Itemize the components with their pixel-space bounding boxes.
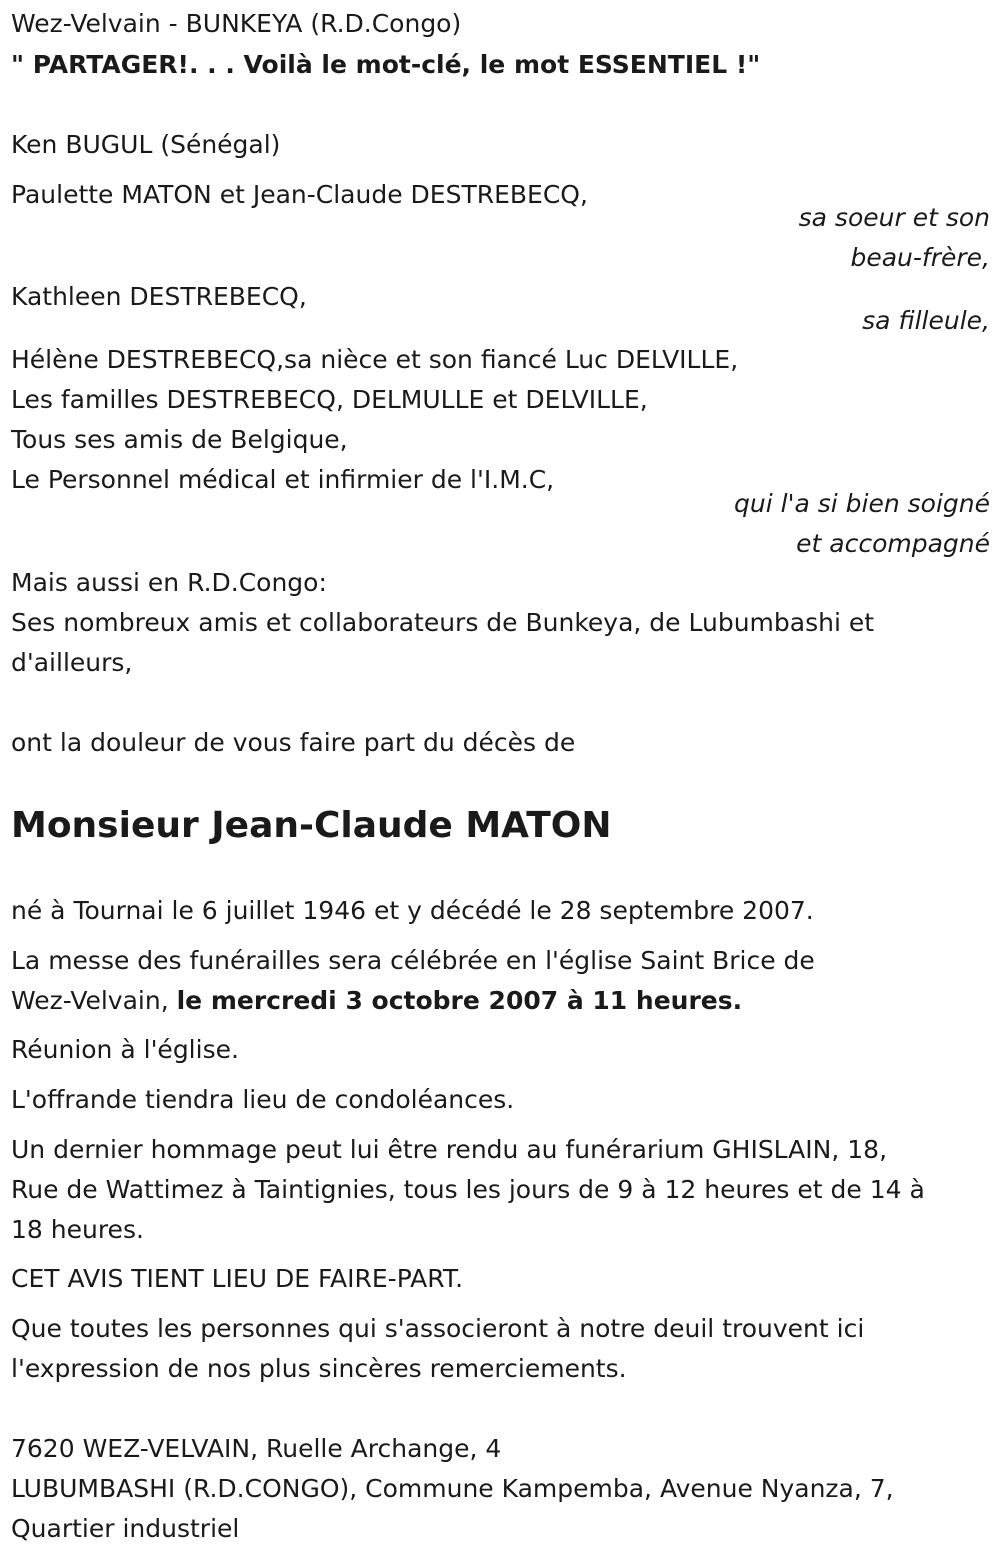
family-paulette-role-2: beau-frère,: [850, 243, 990, 272]
address-3: Quartier industriel: [11, 1514, 240, 1543]
details-reunion: Réunion à l'église.: [11, 1035, 239, 1064]
family-congo-intro: Mais aussi en R.D.Congo:: [11, 568, 327, 597]
deceased-name: Monsieur Jean-Claude MATON: [11, 805, 612, 846]
details-remerciements-1: Que toutes les personnes qui s'associeront à notre deuil trouvent ici: [11, 1314, 865, 1343]
details-birth: né à Tournai le 6 juillet 1946 et y décédé le 28 septembre 2007.: [11, 896, 814, 925]
family-helene: Hélène DESTREBECQ,sa nièce et son fiancé Luc DELVILLE,: [11, 345, 739, 374]
details-messe-1: La messe des funérailles sera célébrée en l'église Saint Brice de: [11, 946, 815, 975]
family-personnel-role-1: qui l'a si bien soigné: [734, 489, 990, 518]
details-avis: CET AVIS TIENT LIEU DE FAIRE-PART.: [11, 1264, 464, 1293]
family-paulette: Paulette MATON et Jean-Claude DESTREBECQ,: [11, 180, 588, 209]
details-offrande: L'offrande tiendra lieu de condoléances.: [11, 1085, 515, 1114]
family-kathleen: Kathleen DESTREBECQ,: [11, 282, 307, 311]
family-amis-belgique: Tous ses amis de Belgique,: [11, 425, 348, 454]
announcement: ont la douleur de vous faire part du décès de: [11, 728, 576, 757]
details-remerciements-2: l'expression de nos plus sincères remerciements.: [11, 1354, 627, 1383]
details-messe-date: le mercredi 3 octobre 2007 à 11 heures.: [176, 986, 743, 1015]
family-paulette-role-1: sa soeur et son: [798, 203, 990, 232]
details-hommage-2: Rue de Wattimez à Taintignies, tous les jours de 9 à 12 heures et de 14 à: [11, 1175, 925, 1204]
details-messe-2-prefix: Wez-Velvain,: [11, 986, 177, 1015]
details-messe-2: [11, 981, 742, 1021]
header-place: Wez-Velvain - BUNKEYA (R.D.Congo): [11, 9, 462, 38]
family-personnel-role-2: et accompagné: [796, 529, 990, 558]
details-hommage-1: Un dernier hommage peut lui être rendu au funérarium GHISLAIN, 18,: [11, 1135, 888, 1164]
details-hommage-3: 18 heures.: [11, 1215, 144, 1244]
family-congo-line-1: Ses nombreux amis et collaborateurs de Bunkeya, de Lubumbashi et: [11, 608, 875, 637]
header-motto: " PARTAGER!. . . Voilà le mot-clé, le mot ESSENTIEL !": [11, 50, 761, 79]
family-familles: Les familles DESTREBECQ, DELMULLE et DELVILLE,: [11, 385, 648, 414]
family-kathleen-role: sa filleule,: [862, 306, 990, 335]
address-2: LUBUMBASHI (R.D.CONGO), Commune Kampemba, Avenue Nyanza, 7,: [11, 1474, 894, 1503]
address-1: 7620 WEZ-VELVAIN, Ruelle Archange, 4: [11, 1434, 502, 1463]
family-personnel: Le Personnel médical et infirmier de l'I.M.C,: [11, 465, 555, 494]
family-congo-line-2: d'ailleurs,: [11, 648, 133, 677]
family-ken: Ken BUGUL (Sénégal): [11, 130, 281, 159]
